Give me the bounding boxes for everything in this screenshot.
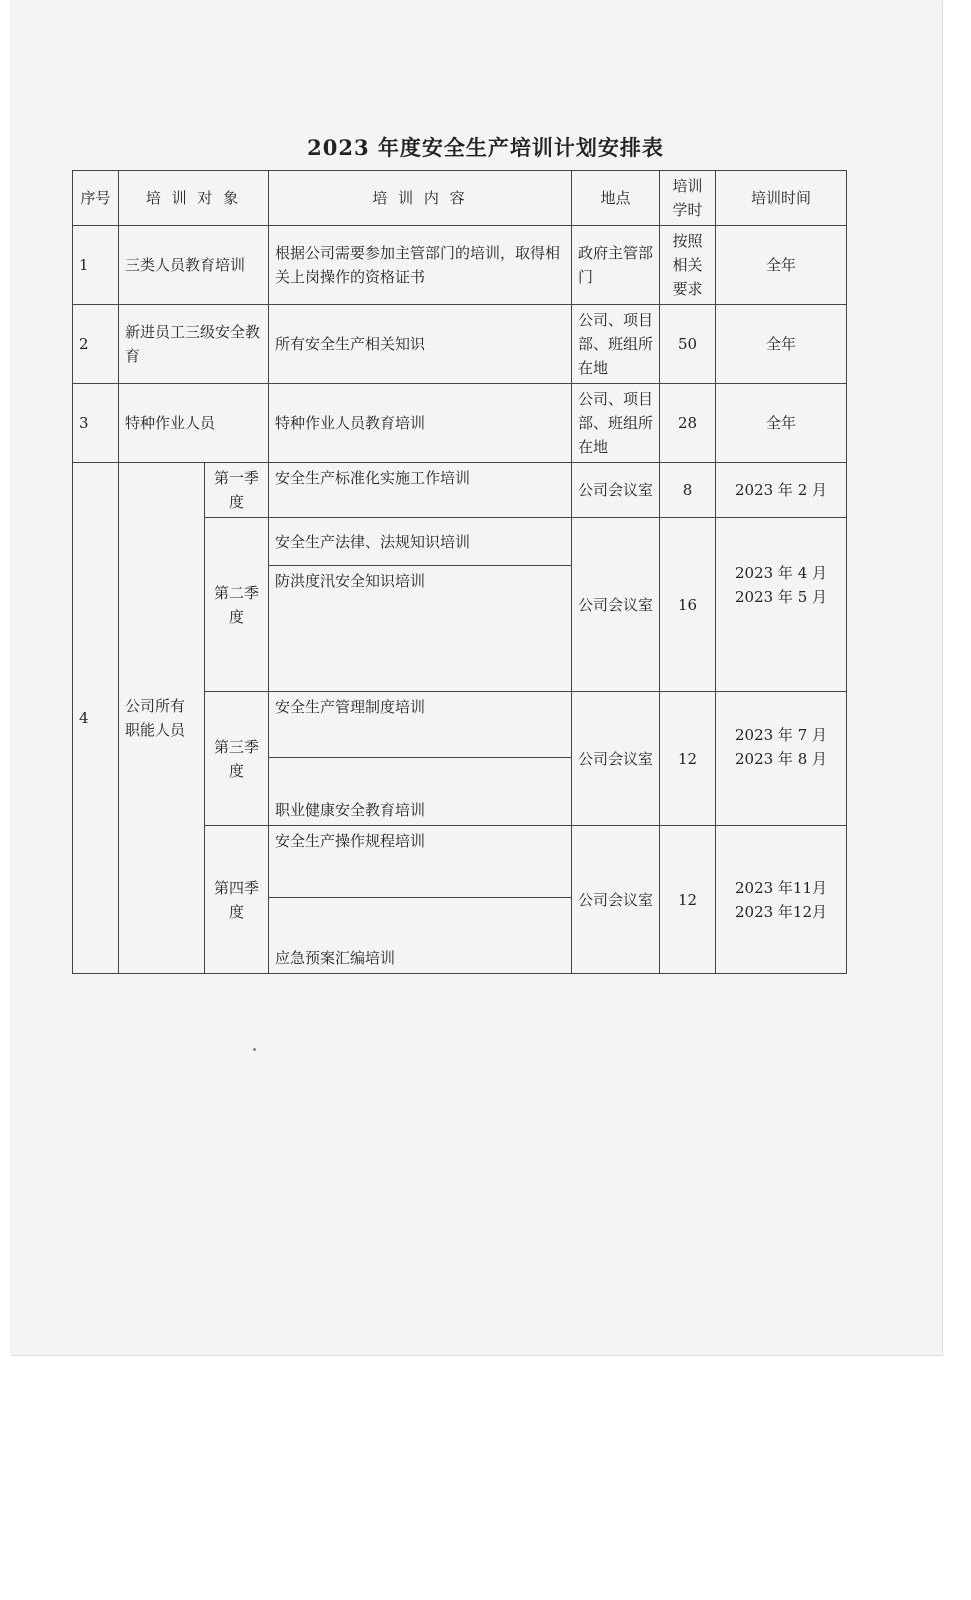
- quarter-time: 2023 年 8 月: [734, 749, 828, 768]
- quarter-location: 公司会议室: [572, 518, 660, 692]
- quarter-times: [716, 826, 847, 974]
- quarter-item: 安全生产操作规程培训: [269, 826, 572, 898]
- row-content: 根据公司需要参加主管部门的培训，取得相关上岗操作的资格证书: [269, 226, 572, 305]
- row-content: 特种作业人员教育培训: [269, 384, 572, 463]
- row-target: 三类人员教育培训: [119, 226, 269, 305]
- quarter-time: 2023 年 7 月: [734, 725, 828, 744]
- quarter-label: 第一季度: [205, 463, 269, 518]
- row-hours: 28: [660, 384, 716, 463]
- row-hours: 按照相关要求: [660, 226, 716, 305]
- header-target: 培 训 对 象: [119, 171, 269, 226]
- row-location: 政府主管部门: [572, 226, 660, 305]
- quarter-hours: 12: [660, 692, 716, 826]
- header-hours: 培训学时: [660, 171, 716, 226]
- quarter-hours: 8: [660, 463, 716, 518]
- header-seq: 序号: [73, 171, 119, 226]
- header-row: [73, 171, 847, 226]
- quarter-item: 安全生产标准化实施工作培训: [269, 463, 572, 518]
- quarter-item: 安全生产法律、法规知识培训: [269, 518, 572, 566]
- row-time: 全年: [716, 305, 847, 384]
- quarter-hours: 16: [660, 518, 716, 692]
- row-target: 特种作业人员: [119, 384, 269, 463]
- training-plan-table: [72, 170, 847, 974]
- header-content: 培 训 内 容: [269, 171, 572, 226]
- row-content: 所有安全生产相关知识: [269, 305, 572, 384]
- row-time: 全年: [716, 226, 847, 305]
- quarter-time: 2023 年11月: [734, 878, 828, 897]
- group-seq: 4: [73, 463, 119, 974]
- quarter-item: 防洪度汛安全知识培训: [269, 566, 572, 614]
- scan-speck: [253, 1048, 256, 1051]
- row-hours: 50: [660, 305, 716, 384]
- group-target: 公司所有职能人员: [119, 463, 205, 974]
- document-title: 2023 年度安全生产培训计划安排表: [307, 135, 664, 160]
- table-row: [73, 305, 847, 384]
- quarter-time: 2023 年 2 月: [716, 463, 847, 518]
- quarter-label: 第四季度: [205, 826, 269, 974]
- header-time: 培训时间: [716, 171, 847, 226]
- quarter-location: 公司会议室: [572, 463, 660, 518]
- quarter-hours: 12: [660, 826, 716, 974]
- quarter-time: 2023 年 5 月: [734, 587, 828, 606]
- quarter-item: 职业健康安全教育培训: [269, 758, 572, 826]
- row-location: 公司、项目部、班组所在地: [572, 384, 660, 463]
- quarter-time: 2023 年 4 月: [734, 563, 828, 582]
- quarter-time: 2023 年12月: [734, 902, 828, 921]
- quarter-times: [716, 518, 847, 692]
- row-seq: 3: [73, 384, 119, 463]
- quarter-item: 安全生产管理制度培训: [269, 692, 572, 758]
- table-row: [73, 384, 847, 463]
- quarter-location: 公司会议室: [572, 692, 660, 826]
- quarter-row: [73, 463, 847, 518]
- row-time: 全年: [716, 384, 847, 463]
- quarter-label: 第二季度: [205, 518, 269, 692]
- row-target: 新进员工三级安全教育: [119, 305, 269, 384]
- quarter-location: 公司会议室: [572, 826, 660, 974]
- header-location: 地点: [572, 171, 660, 226]
- row-seq: 2: [73, 305, 119, 384]
- table-row: [73, 226, 847, 305]
- row-location: 公司、项目部、班组所在地: [572, 305, 660, 384]
- quarter-label: 第三季度: [205, 692, 269, 826]
- quarter-times: [716, 692, 847, 826]
- quarter-item: 应急预案汇编培训: [269, 898, 572, 974]
- row-seq: 1: [73, 226, 119, 305]
